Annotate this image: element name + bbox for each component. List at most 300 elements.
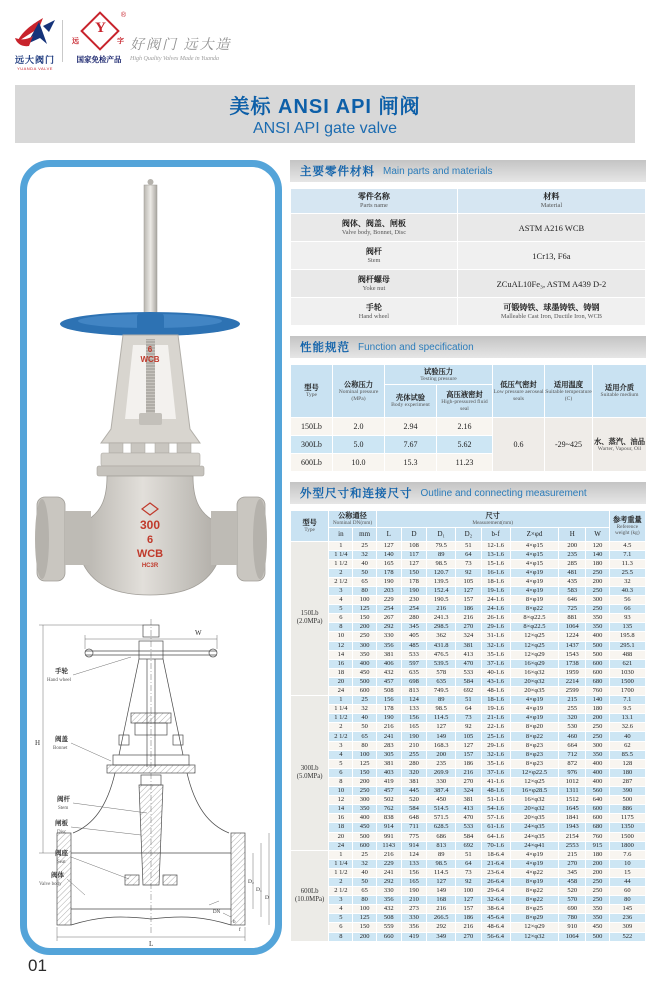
label-stem-cn: 阀杆 xyxy=(57,796,70,803)
outline-cell: 470 xyxy=(456,659,481,668)
outline-cell: 20 xyxy=(329,832,353,841)
outline-cell: 127 xyxy=(376,541,401,550)
spec-col-medium: 适用介质 Suitable medium xyxy=(593,365,647,418)
outline-cell: 11.3 xyxy=(609,559,645,568)
outline-row xyxy=(291,787,646,796)
outline-cell: 38-6.4 xyxy=(481,905,510,914)
outline-cell: 8 xyxy=(329,777,353,786)
spec-col-body: 壳体试验 Body experiment xyxy=(385,385,437,418)
outline-cell: 881 xyxy=(559,614,586,623)
outline-row xyxy=(291,605,646,614)
outline-cell: 400 xyxy=(586,632,609,641)
outline-cell: 4×φ15 xyxy=(510,559,558,568)
outline-cell: 23-6.4 xyxy=(481,868,510,877)
outline-cell: 14 xyxy=(329,805,353,814)
outline-cell: 200 xyxy=(586,859,609,868)
outline-row xyxy=(291,723,646,732)
label-body-en: Valve body xyxy=(39,882,62,887)
outline-cell: 125 xyxy=(353,605,376,614)
outline-cell: 8×φ23 xyxy=(510,750,558,759)
outline-cell: 330 xyxy=(427,777,456,786)
outline-cell: 254 xyxy=(376,605,401,614)
outline-cell: 295.1 xyxy=(609,641,645,650)
outline-row xyxy=(291,877,646,886)
outline-cell: 345 xyxy=(559,868,586,877)
outline-cell: 48-6.4 xyxy=(481,923,510,932)
outline-cell: 270 xyxy=(456,777,481,786)
outline-cell: 4×φ19 xyxy=(510,577,558,586)
outline-cell: 457 xyxy=(376,677,401,686)
outline-row xyxy=(291,550,646,559)
outline-cell: 583 xyxy=(559,586,586,595)
outline-cell: 400 xyxy=(586,759,609,768)
outline-cell: 40 xyxy=(609,732,645,741)
outline-cell: 200 xyxy=(353,777,376,786)
outline-cell: 500 xyxy=(586,932,609,941)
outline-cell: 168.3 xyxy=(427,741,456,750)
outline-cell: 229 xyxy=(376,596,401,605)
outline-cell: 712 xyxy=(559,750,586,759)
outline-cell: 309 xyxy=(609,923,645,932)
outline-cell: 3 xyxy=(329,896,353,905)
outline-cell: 12×φ25 xyxy=(510,777,558,786)
outline-cell: 124 xyxy=(401,850,426,859)
outline-cell: 128 xyxy=(609,759,645,768)
outline-cell: 584 xyxy=(401,805,426,814)
outline-type-cell: 150Lb (2.0MPa) xyxy=(291,541,329,696)
outline-cell: 886 xyxy=(609,805,645,814)
outline-cell: 1437 xyxy=(559,641,586,650)
outline-col-dn: 公称通径 Nominal DN(mm) xyxy=(329,511,376,528)
outline-cell: 1800 xyxy=(609,841,645,850)
outline-cell: 127 xyxy=(456,586,481,595)
outline-cell: 628.5 xyxy=(427,823,456,832)
outline-cell: 56-6.4 xyxy=(481,932,510,941)
outline-cell: 381 xyxy=(401,777,426,786)
outline-sub-mm: mm xyxy=(353,527,376,541)
outline-row xyxy=(291,859,646,868)
outline-row xyxy=(291,741,646,750)
outline-cell: 25-1.6 xyxy=(481,732,510,741)
outline-cell: 250 xyxy=(586,568,609,577)
outline-cell: 2 1/2 xyxy=(329,887,353,896)
outline-cell: 502 xyxy=(376,796,401,805)
outline-cell: 320 xyxy=(401,768,426,777)
outline-cell: 12-1.6 xyxy=(481,541,510,550)
outline-cell: 200 xyxy=(353,932,376,941)
outline-cell: 584 xyxy=(456,832,481,841)
outline-cell: 114.5 xyxy=(427,714,456,723)
outline-cell: 210 xyxy=(401,741,426,750)
page-title-en: ANSI API gate valve xyxy=(252,120,398,137)
outline-cell: 7.1 xyxy=(609,696,645,705)
outline-cell: 749.5 xyxy=(427,687,456,696)
outline-cell: 419 xyxy=(401,932,426,941)
page-title xyxy=(15,85,635,143)
outline-cell: 711 xyxy=(401,823,426,832)
outline-cell: 349 xyxy=(427,932,456,941)
outline-cell: 8×φ22.5 xyxy=(510,614,558,623)
outline-cell: 660 xyxy=(376,932,401,941)
outline-col-measurement: 尺寸 Measurement(mm) xyxy=(376,511,609,528)
outline-cell: 140 xyxy=(586,550,609,559)
outline-cell: 2214 xyxy=(559,677,586,686)
outline-cell: 200 xyxy=(559,541,586,550)
outline-cell: 51 xyxy=(456,696,481,705)
outline-cell: 500 xyxy=(353,677,376,686)
outline-cell: 270 xyxy=(456,932,481,941)
outline-cell: 300 xyxy=(353,796,376,805)
outline-cell: 508 xyxy=(376,687,401,696)
outline-cell: 20×φ32 xyxy=(510,805,558,814)
outline-cell: 21-6.4 xyxy=(481,859,510,868)
outline-cell: 2 xyxy=(329,568,353,577)
outline-cell: 37-1.6 xyxy=(481,659,510,668)
outline-cell: 32-6.4 xyxy=(481,896,510,905)
outline-cell: 270 xyxy=(559,859,586,868)
outline-cell: 127 xyxy=(456,896,481,905)
materials-col-parts: 零件名称 Parts name xyxy=(291,189,458,214)
outline-cell: 62 xyxy=(609,741,645,750)
svg-text:300: 300 xyxy=(139,518,161,532)
outline-cell: 29-6.4 xyxy=(481,887,510,896)
outline-cell: 292 xyxy=(376,877,401,886)
outline-cell: 19-1.6 xyxy=(481,586,510,595)
outline-cell: 139.5 xyxy=(427,577,456,586)
outline-cell: 500 xyxy=(586,650,609,659)
outline-cell: 419 xyxy=(376,777,401,786)
outline-row xyxy=(291,823,646,832)
outline-cell: 250 xyxy=(586,732,609,741)
svg-text:WCB: WCB xyxy=(136,548,164,560)
outline-cell: 100 xyxy=(353,596,376,605)
outline-cell: 140 xyxy=(376,550,401,559)
materials-title-cn: 主要零件材料 xyxy=(300,166,375,178)
section-title-spec xyxy=(290,336,646,358)
outline-row xyxy=(291,914,646,923)
materials-table xyxy=(290,188,646,326)
outline-cell: 600 xyxy=(586,814,609,823)
outline-cell: 15-1.6 xyxy=(481,559,510,568)
outline-cell: 530 xyxy=(559,723,586,732)
dim-d1: D₁ xyxy=(256,887,262,893)
outline-cell: 292 xyxy=(427,923,456,932)
outline-cell: 25.5 xyxy=(609,568,645,577)
dim-d: D xyxy=(265,895,269,901)
outline-cell: 80 xyxy=(353,586,376,595)
outline-cell: 216 xyxy=(376,723,401,732)
outline-cell: 32-1.6 xyxy=(481,641,510,650)
outline-sub-H: H xyxy=(559,527,586,541)
outline-cell: 267 xyxy=(376,614,401,623)
outline-cell: 216 xyxy=(456,614,481,623)
outline-cell: 133 xyxy=(401,859,426,868)
outline-cell: 450 xyxy=(586,923,609,932)
outline-cell: 838 xyxy=(376,814,401,823)
dim-d2: D₂ xyxy=(248,879,254,885)
outline-cell: 29-1.6 xyxy=(481,623,510,632)
outline-cell: 24-1.6 xyxy=(481,605,510,614)
outline-row xyxy=(291,850,646,859)
outline-cell: 10 xyxy=(609,859,645,868)
outline-cell: 5 xyxy=(329,759,353,768)
outline-cell: 520 xyxy=(401,796,426,805)
label-stem-en: Stem xyxy=(58,806,69,811)
outline-cell: 4×φ19 xyxy=(510,714,558,723)
outline-cell: 16×φ32 xyxy=(510,668,558,677)
outline-cell: 16×φ29 xyxy=(510,659,558,668)
outline-cell: 285 xyxy=(559,559,586,568)
outline-cell: 6 xyxy=(329,768,353,777)
svg-text:6: 6 xyxy=(147,345,153,354)
outline-cell: 25 xyxy=(353,541,376,550)
outline-cell: 37-1.6 xyxy=(481,768,510,777)
outline-row xyxy=(291,714,646,723)
outline-cell: 300 xyxy=(586,596,609,605)
yuanda-logo-icon xyxy=(13,16,57,48)
outline-cell: 124 xyxy=(401,696,426,705)
outline-cell: 35-1.6 xyxy=(481,650,510,659)
outline-cell: 760 xyxy=(586,687,609,696)
outline-cell: 725 xyxy=(559,605,586,614)
outline-cell: 93 xyxy=(609,614,645,623)
outline-cell: 4×φ15 xyxy=(510,550,558,559)
outline-cell: 178 xyxy=(401,577,426,586)
outline-cell: 215 xyxy=(559,850,586,859)
outline-cell: 41-1.6 xyxy=(481,777,510,786)
outline-cell: 150 xyxy=(353,768,376,777)
outline-cell: 300 xyxy=(353,641,376,650)
outline-cell: 8×φ23 xyxy=(510,741,558,750)
label-handwheel-cn: 手轮 xyxy=(55,668,68,675)
outline-cell: 43-1.6 xyxy=(481,677,510,686)
label-disc-cn: 闸板 xyxy=(55,820,68,827)
yuanda-logo xyxy=(12,16,58,71)
outline-cell: 381 xyxy=(376,650,401,659)
label-bonnet-en: Bonnet xyxy=(53,746,68,751)
outline-cell: 910 xyxy=(559,923,586,932)
outline-cell: 813 xyxy=(401,687,426,696)
outline-sub-bf: b-f xyxy=(481,527,510,541)
outline-cell: 2599 xyxy=(559,687,586,696)
outline-cell: 89 xyxy=(427,550,456,559)
svg-text:HC3R: HC3R xyxy=(141,563,159,569)
outline-cell: 64 xyxy=(456,705,481,714)
outline-cell: 508 xyxy=(376,914,401,923)
outline-row xyxy=(291,841,646,850)
outline-cell: 10 xyxy=(329,632,353,641)
outline-cell: 413 xyxy=(456,650,481,659)
outline-cell: 2 xyxy=(329,723,353,732)
outline-cell: 270 xyxy=(456,623,481,632)
outline-cell: 813 xyxy=(427,841,456,850)
outline-cell: 356 xyxy=(376,641,401,650)
outline-cell: 127 xyxy=(401,559,426,568)
outline-cell: 216 xyxy=(427,905,456,914)
outline-cell: 266.5 xyxy=(427,914,456,923)
outline-cell: 180 xyxy=(586,559,609,568)
outline-cell: 51 xyxy=(456,850,481,859)
outline-cell: 32 xyxy=(353,550,376,559)
outline-cell: 976 xyxy=(559,768,586,777)
outline-cell: 350 xyxy=(586,614,609,623)
outline-cell: 640 xyxy=(586,796,609,805)
outline-type-cell: 300Lb (5.0MPa) xyxy=(291,696,329,851)
outline-cell: 1500 xyxy=(609,677,645,686)
outline-cell: 2553 xyxy=(559,841,586,850)
outline-cell: 1943 xyxy=(559,823,586,832)
outline-cell: 9.5 xyxy=(609,705,645,714)
outline-cell: 648 xyxy=(401,814,426,823)
outline-cell: 156 xyxy=(376,696,401,705)
spec-medium: 水、蒸汽、油品 Warter, Vapour, Oil xyxy=(593,418,647,472)
outline-row xyxy=(291,614,646,623)
outline-row xyxy=(291,832,646,841)
outline-cell: 65 xyxy=(353,577,376,586)
outline-cell: 145 xyxy=(609,905,645,914)
outline-cell: 500 xyxy=(609,796,645,805)
outline-cell: 21-1.6 xyxy=(481,714,510,723)
outline-cell: 8×φ22 xyxy=(510,605,558,614)
outline-cell: 57-1.6 xyxy=(481,814,510,823)
outline-cell: 405 xyxy=(401,632,426,641)
outline-cell: 235 xyxy=(559,550,586,559)
outline-cell: 362 xyxy=(427,632,456,641)
outline-cell: 8×φ20 xyxy=(510,723,558,732)
outline-cell: 50 xyxy=(353,568,376,577)
outline-cell: 324 xyxy=(456,632,481,641)
valve-photo xyxy=(27,167,275,612)
outline-cell: 762 xyxy=(376,805,401,814)
outline-cell: 92 xyxy=(456,877,481,886)
outline-cell: 915 xyxy=(586,841,609,850)
outline-cell: 8 xyxy=(329,623,353,632)
badge-char-right: 字 xyxy=(117,38,124,45)
outline-cell: 190.5 xyxy=(427,596,456,605)
trademark-badge xyxy=(70,12,128,65)
content-column xyxy=(290,160,646,942)
outline-cell: 100 xyxy=(353,750,376,759)
outline-cell: 127 xyxy=(427,723,456,732)
outline-cell: 12×φ25 xyxy=(510,641,558,650)
outline-cell: 1224 xyxy=(559,632,586,641)
outline-cell: 40 xyxy=(353,868,376,877)
outline-sub-D: D xyxy=(401,527,426,541)
outline-cell: 635 xyxy=(401,668,426,677)
outline-table-body xyxy=(291,541,646,941)
outline-cell: 105 xyxy=(456,577,481,586)
outline-cell: 230 xyxy=(401,596,426,605)
outline-cell: 200 xyxy=(427,750,456,759)
outline-cell: 180 xyxy=(586,705,609,714)
outline-cell: 8×φ25 xyxy=(510,905,558,914)
outline-cell: 5 xyxy=(329,605,353,614)
outline-row xyxy=(291,768,646,777)
outline-cell: 635 xyxy=(427,677,456,686)
outline-cell: 476.5 xyxy=(427,650,456,659)
outline-sub-D1: D₁ xyxy=(427,527,456,541)
materials-row: 阀杆螺母 Yoke nut ZCuAL10Fe₃, ASTM A439 D-2 xyxy=(291,270,646,298)
outline-cell: 186 xyxy=(456,914,481,923)
outline-row xyxy=(291,759,646,768)
outline-cell: 157 xyxy=(456,596,481,605)
outline-cell: 488 xyxy=(609,650,645,659)
outline-table xyxy=(290,510,646,942)
outline-cell: 40-1.6 xyxy=(481,668,510,677)
outline-cell: 4.5 xyxy=(609,541,645,550)
outline-cell: 13-1.6 xyxy=(481,550,510,559)
outline-cell: 79.5 xyxy=(427,541,456,550)
outline-cell: 381 xyxy=(456,641,481,650)
outline-cell: 40 xyxy=(353,714,376,723)
outline-cell: 24 xyxy=(329,841,353,850)
svg-text:WCB: WCB xyxy=(140,355,160,364)
outline-cell: 3 xyxy=(329,586,353,595)
outline-cell: 4×φ15 xyxy=(510,541,558,550)
outline-cell: 458 xyxy=(559,877,586,886)
outline-cell: 10 xyxy=(329,787,353,796)
outline-row xyxy=(291,696,646,705)
outline-cell: 686 xyxy=(427,832,456,841)
outline-col-type: 型号 Type xyxy=(291,511,329,542)
outline-sub-D2: D₂ xyxy=(456,527,481,541)
outline-cell: 775 xyxy=(401,832,426,841)
outline-cell: 16 xyxy=(329,659,353,668)
outline-cell: 24×φ35 xyxy=(510,823,558,832)
outline-cell: 4 xyxy=(329,905,353,914)
outline-cell: 168 xyxy=(427,896,456,905)
outline-cell: 50 xyxy=(353,723,376,732)
outline-cell: 390 xyxy=(609,787,645,796)
outline-cell: 6 xyxy=(329,614,353,623)
outline-cell: 180 xyxy=(586,850,609,859)
outline-cell: 450 xyxy=(353,668,376,677)
outline-cell: 1 1/4 xyxy=(329,705,353,714)
outline-cell: 4×φ19 xyxy=(510,859,558,868)
outline-row xyxy=(291,559,646,568)
spec-table xyxy=(290,364,647,472)
dim-b: b xyxy=(233,920,236,925)
outline-cell: 1500 xyxy=(609,832,645,841)
outline-cell: 190 xyxy=(401,732,426,741)
outline-cell: 18-1.6 xyxy=(481,577,510,586)
outline-cell: 61-1.6 xyxy=(481,823,510,832)
outline-cell: 20×φ35 xyxy=(510,814,558,823)
outline-row xyxy=(291,641,646,650)
outline-cell: 255 xyxy=(559,705,586,714)
outline-cell: 105 xyxy=(456,732,481,741)
outline-cell: 4×φ19 xyxy=(510,586,558,595)
outline-cell: 400 xyxy=(586,777,609,786)
outline-cell: 12×φ32 xyxy=(510,932,558,941)
spec-title-en: Function and specification xyxy=(358,341,474,353)
outline-cell: 600 xyxy=(353,687,376,696)
outline-cell: 73 xyxy=(456,714,481,723)
outline-cell: 108 xyxy=(401,541,426,550)
outline-cell: 381 xyxy=(376,759,401,768)
outline-cell: 200 xyxy=(353,623,376,632)
outline-cell: 117 xyxy=(401,550,426,559)
outline-cell: 300 xyxy=(586,741,609,750)
outline-cell: 16 xyxy=(329,814,353,823)
outline-cell: 435 xyxy=(559,577,586,586)
outline-cell: 8 xyxy=(329,932,353,941)
outline-cell: 381 xyxy=(456,796,481,805)
spec-row-150: 150Lb 2.0 2.94 2.16 0.6 -29~425 水、蒸汽、油品 Warter, Vapour, Oil xyxy=(291,418,647,436)
outline-cell: 73 xyxy=(456,559,481,568)
outline-cell: 156 xyxy=(401,868,426,877)
outline-cell: 2 xyxy=(329,877,353,886)
